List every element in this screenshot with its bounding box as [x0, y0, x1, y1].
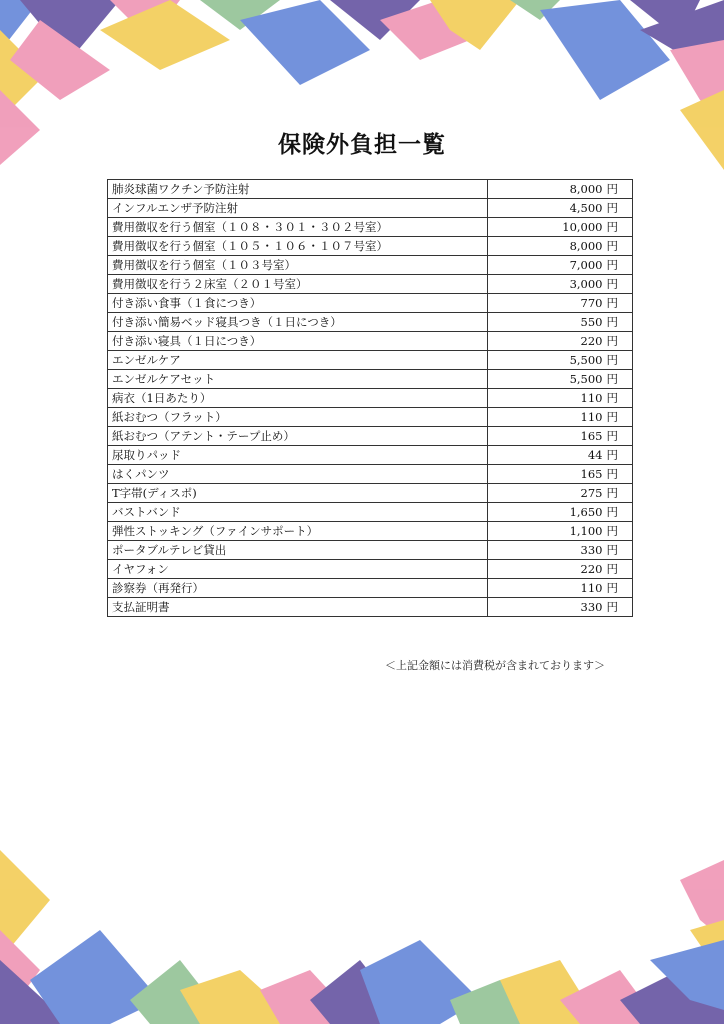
table-row: [108, 199, 633, 218]
item-price: 10,000: [562, 220, 603, 234]
currency-unit: 円: [606, 334, 618, 348]
item-name: ポータブルテレビ貸出: [108, 541, 488, 560]
item-price-cell: [488, 313, 633, 332]
item-price: 275: [580, 486, 603, 500]
item-name: バストバンド: [108, 503, 488, 522]
item-price-cell: [488, 370, 633, 389]
currency-unit: 円: [606, 543, 618, 557]
item-price-cell: [488, 408, 633, 427]
item-price: 7,000: [569, 258, 603, 272]
currency-unit: 円: [606, 372, 618, 386]
item-price-cell: [488, 199, 633, 218]
item-price: 110: [580, 391, 603, 405]
item-price: 330: [580, 543, 603, 557]
currency-unit: 円: [606, 581, 618, 595]
currency-unit: 円: [606, 448, 618, 462]
item-name: 弾性ストッキング（ファインサポート）: [108, 522, 488, 541]
item-price: 165: [580, 467, 603, 481]
table-row: [108, 275, 633, 294]
currency-unit: 円: [606, 277, 618, 291]
table-row: [108, 579, 633, 598]
table-row: [108, 237, 633, 256]
currency-unit: 円: [606, 353, 618, 367]
currency-unit: 円: [606, 258, 618, 272]
item-price: 330: [580, 600, 603, 614]
item-price-cell: [488, 294, 633, 313]
item-name: 病衣（1日あたり）: [108, 389, 488, 408]
item-price-cell: [488, 351, 633, 370]
item-name: 肺炎球菌ワクチン予防注射: [108, 180, 488, 199]
currency-unit: 円: [606, 505, 618, 519]
item-price: 110: [580, 410, 603, 424]
table-row: [108, 370, 633, 389]
item-price: 5,500: [569, 353, 603, 367]
item-price-cell: [488, 503, 633, 522]
currency-unit: 円: [606, 524, 618, 538]
table-row: [108, 503, 633, 522]
item-price-cell: [488, 237, 633, 256]
table-row: [108, 256, 633, 275]
item-price: 5,500: [569, 372, 603, 386]
item-price: 3,000: [569, 277, 603, 291]
item-price: 1,100: [569, 524, 603, 538]
fee-table-body: [108, 180, 633, 617]
currency-unit: 円: [606, 182, 618, 196]
item-price: 4,500: [569, 201, 603, 215]
item-name: 診察券（再発行）: [108, 579, 488, 598]
item-price: 1,650: [569, 505, 603, 519]
item-price-cell: [488, 484, 633, 503]
item-name: T字帯(ディスポ): [108, 484, 488, 503]
item-name: エンゼルケアセット: [108, 370, 488, 389]
table-row: [108, 408, 633, 427]
item-name: 費用徴収を行う個室（１０５・１０６・１０７号室）: [108, 237, 488, 256]
table-row: [108, 465, 633, 484]
table-row: [108, 446, 633, 465]
item-name: 付き添い寝具（１日につき）: [108, 332, 488, 351]
item-price-cell: [488, 275, 633, 294]
item-name: エンゼルケア: [108, 351, 488, 370]
table-row: [108, 351, 633, 370]
currency-unit: 円: [606, 410, 618, 424]
table-row: [108, 598, 633, 617]
item-price-cell: [488, 180, 633, 199]
item-price-cell: [488, 541, 633, 560]
table-row: [108, 560, 633, 579]
table-row: [108, 484, 633, 503]
item-price-cell: [488, 218, 633, 237]
item-price: 8,000: [569, 182, 603, 196]
table-row: [108, 313, 633, 332]
table-row: [108, 294, 633, 313]
item-name: イヤフォン: [108, 560, 488, 579]
item-price: 550: [580, 315, 603, 329]
item-name: 費用徴収を行う個室（１０３号室）: [108, 256, 488, 275]
table-row: [108, 332, 633, 351]
item-price-cell: [488, 256, 633, 275]
tax-note: ＜上記金額には消費税が含まれております＞: [385, 659, 605, 672]
currency-unit: 円: [606, 562, 618, 576]
item-name: 紙おむつ（フラット）: [108, 408, 488, 427]
table-row: [108, 427, 633, 446]
item-name: 費用徴収を行う２床室（２０１号室）: [108, 275, 488, 294]
table-row: [108, 218, 633, 237]
item-price-cell: [488, 579, 633, 598]
currency-unit: 円: [606, 486, 618, 500]
item-price-cell: [488, 560, 633, 579]
item-price-cell: [488, 427, 633, 446]
currency-unit: 円: [606, 429, 618, 443]
item-price-cell: [488, 598, 633, 617]
item-name: インフルエンザ予防注射: [108, 199, 488, 218]
currency-unit: 円: [606, 600, 618, 614]
item-name: 支払証明書: [108, 598, 488, 617]
table-row: [108, 389, 633, 408]
item-name: 費用徴収を行う個室（１０８・３０１・３０２号室）: [108, 218, 488, 237]
currency-unit: 円: [606, 315, 618, 329]
item-price: 8,000: [569, 239, 603, 253]
currency-unit: 円: [606, 467, 618, 481]
item-price-cell: [488, 522, 633, 541]
item-name: はくパンツ: [108, 465, 488, 484]
table-row: [108, 180, 633, 199]
item-name: 付き添い食事（１食につき）: [108, 294, 488, 313]
item-price-cell: [488, 389, 633, 408]
item-price-cell: [488, 446, 633, 465]
item-name: 付き添い簡易ベッド寝具つき（１日につき）: [108, 313, 488, 332]
item-name: 紙おむつ（アテント・テープ止め）: [108, 427, 488, 446]
fee-table: [107, 179, 633, 617]
currency-unit: 円: [606, 296, 618, 310]
currency-unit: 円: [606, 201, 618, 215]
currency-unit: 円: [606, 391, 618, 405]
table-row: [108, 541, 633, 560]
item-price: 770: [580, 296, 603, 310]
page-title: 保険外負担一覧: [278, 132, 446, 158]
currency-unit: 円: [606, 239, 618, 253]
item-name: 尿取りパッド: [108, 446, 488, 465]
currency-unit: 円: [606, 220, 618, 234]
item-price-cell: [488, 332, 633, 351]
table-row: [108, 522, 633, 541]
item-price: 165: [580, 429, 603, 443]
item-price: 220: [580, 562, 603, 576]
item-price: 110: [580, 581, 603, 595]
item-price: 220: [580, 334, 603, 348]
item-price: 44: [587, 448, 603, 462]
item-price-cell: [488, 465, 633, 484]
